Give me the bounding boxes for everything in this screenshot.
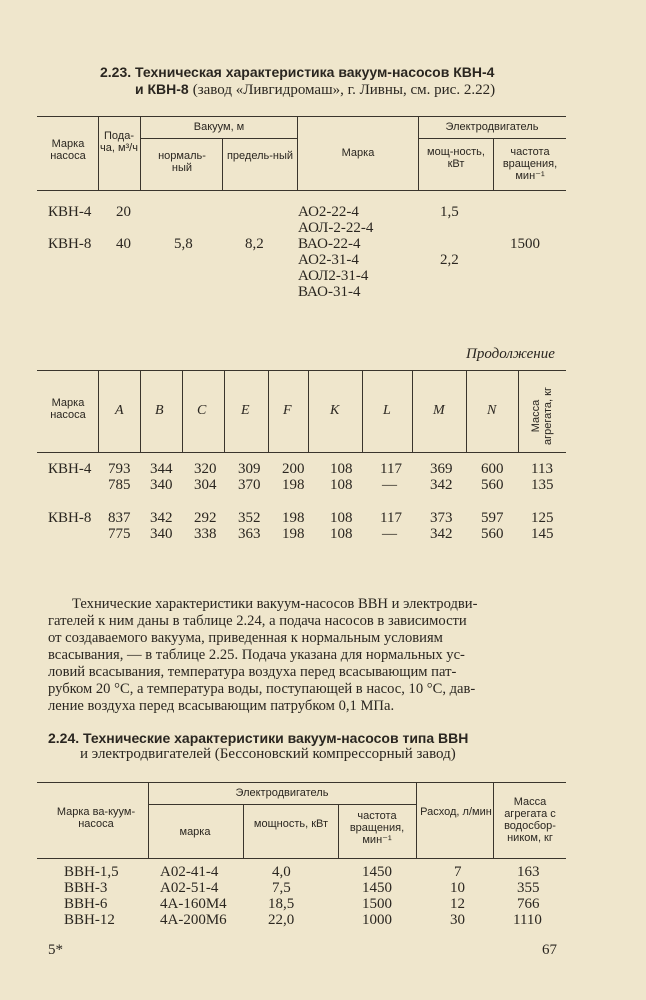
cell: 1450 (362, 864, 392, 880)
table-rule (493, 782, 494, 858)
value-power-2: 2,2 (440, 252, 459, 268)
cont-header-e: E (241, 403, 250, 418)
table-rule (418, 138, 566, 139)
cell: 1110 (513, 912, 542, 928)
value-normal: 5,8 (174, 236, 193, 252)
header-marka: марка (179, 826, 211, 838)
cont-header-l: L (383, 403, 391, 418)
header-normal: нормаль-ный (158, 150, 206, 174)
cell: 198 (282, 526, 305, 542)
cell: 4,0 (272, 864, 291, 880)
table-rule (308, 370, 309, 452)
cell: 117 (380, 510, 402, 526)
cell: 344 (150, 461, 173, 477)
cell: ВВН-1,5 (64, 864, 119, 880)
cell: 600 (481, 461, 504, 477)
cell: 793 (108, 461, 131, 477)
cell: — (382, 477, 397, 493)
cell: 355 (517, 880, 540, 896)
cell: 597 (481, 510, 504, 526)
cont-header-a: A (115, 403, 124, 418)
table-rule (362, 370, 363, 452)
row-kvn8-podacha: 40 (116, 236, 131, 252)
body-paragraph (48, 596, 560, 715)
cell: 135 (531, 477, 554, 493)
page-number: 67 (542, 942, 557, 958)
value-predel: 8,2 (245, 236, 264, 252)
cell: 198 (282, 477, 305, 493)
row-kvn8-name: КВН-8 (48, 236, 92, 252)
paragraph-line: от создаваемого вакуума, приведенная к нормальным условиям (48, 630, 443, 646)
value-rpm: 1500 (510, 236, 540, 252)
motor-item: ВАО-31-4 (298, 284, 361, 300)
cell: КВН-8 (48, 510, 92, 526)
cell: 4А-200М6 (160, 912, 227, 928)
table-rule (140, 370, 141, 452)
header-predel: предель-ный (226, 150, 294, 162)
cell: ВВН-3 (64, 880, 108, 896)
cont-header-f: F (283, 403, 292, 418)
cell: 342 (150, 510, 173, 526)
cell: КВН-4 (48, 461, 92, 477)
cell: 1500 (362, 896, 392, 912)
motor-item: АО2-22-4 (298, 204, 359, 220)
caption-rest-part: (завод «Ливгидромаш», г. Ливны, см. рис. 2.22) (192, 82, 496, 98)
cell: ВВН-6 (64, 896, 108, 912)
cell: 113 (531, 461, 553, 477)
table-2-23-caption-line1: 2.23. Техническая характеристика вакуум-насосов КВН-4 (100, 64, 495, 80)
motor-item: АОЛ2-31-4 (298, 268, 369, 284)
cell: 370 (238, 477, 261, 493)
cell: ВВН-12 (64, 912, 115, 928)
header-marka-vakuum-nasosa: Марка ва-куум-насоса (56, 806, 136, 830)
paragraph-line: гателей к ним даны в таблице 2.24, а подача насосов в зависимости (48, 613, 467, 629)
paragraph-line: всасывания, — в таблице 2.25. Подача указана для нормальных ус- (48, 647, 465, 663)
cell: 338 (194, 526, 217, 542)
cell: 340 (150, 526, 173, 542)
cell: 369 (430, 461, 453, 477)
cell: 560 (481, 477, 504, 493)
table-rule (466, 370, 467, 452)
table-rule (518, 370, 519, 452)
table-rule (418, 116, 419, 190)
table-rule (493, 138, 494, 190)
cell: А02-41-4 (160, 864, 219, 880)
cell: 125 (531, 510, 554, 526)
cell: 30 (450, 912, 465, 928)
table-rule (297, 116, 298, 190)
cell: 7,5 (272, 880, 291, 896)
table-rule (412, 370, 413, 452)
cont-header-k: K (330, 403, 340, 418)
table-rule (37, 116, 566, 117)
header-moshnost: мощ-ность, кВт (427, 146, 485, 170)
cell: 309 (238, 461, 261, 477)
motor-item: ВАО-22-4 (298, 236, 361, 252)
cont-header-marka: Марка насоса (50, 397, 86, 421)
header-chastota: частота вращения, мин⁻¹ (349, 810, 405, 846)
paragraph-line: Технические характеристики вакуум-насосов ВВН и электродви- (72, 596, 478, 612)
cell: 342 (430, 526, 453, 542)
cell: 1450 (362, 880, 392, 896)
motor-item: АО2-31-4 (298, 252, 359, 268)
cell: 560 (481, 526, 504, 542)
cell: А02-51-4 (160, 880, 219, 896)
table-rule (338, 804, 339, 858)
cell: — (382, 526, 397, 542)
cell: 775 (108, 526, 131, 542)
table-rule (243, 804, 244, 858)
cell: 10 (450, 880, 465, 896)
signature-mark: 5* (48, 942, 63, 958)
table-rule (140, 138, 297, 139)
cell: 363 (238, 526, 261, 542)
cont-header-m: M (433, 403, 445, 418)
table-2-23-caption-line2 (135, 81, 495, 99)
cont-header-n: N (487, 403, 497, 418)
table-rule (37, 370, 566, 371)
cell: 340 (150, 477, 173, 493)
header-rashod: Расход, л/мин (420, 806, 492, 818)
cell: 117 (380, 461, 402, 477)
row-kvn4-podacha: 20 (116, 204, 131, 220)
table-2-24-caption-line1: 2.24. Технические характеристики вакуум-насосов типа ВВН (48, 730, 469, 746)
table-2-24-caption-line2: и электродвигателей (Бессоновский компрессорный завод) (80, 746, 456, 762)
continuation-label: Продолжение (466, 346, 555, 362)
cell: 12 (450, 896, 465, 912)
cell: 108 (330, 461, 353, 477)
cell: 22,0 (268, 912, 295, 928)
header-elektrodvigatel: Электродвигатель (235, 787, 329, 799)
header-massa: Масса агрегата с водосбор-ником, кг (504, 796, 556, 844)
motor-item: АОЛ-2-22-4 (298, 220, 374, 236)
cell: 18,5 (268, 896, 295, 912)
cell: 785 (108, 477, 131, 493)
cell: 352 (238, 510, 261, 526)
header-moshnost: мощность, кВт (253, 818, 329, 830)
table-rule (222, 138, 223, 190)
cell: 373 (430, 510, 453, 526)
cell: 4А-160М4 (160, 896, 227, 912)
table-rule (268, 370, 269, 452)
header-podacha: Пода-ча, м³/ч (100, 130, 138, 154)
header-marka-nasosa: Марка насоса (50, 138, 86, 162)
header-chastota: частота вращения, мин⁻¹ (502, 146, 558, 182)
cell: 766 (517, 896, 540, 912)
table-rule (148, 782, 149, 858)
cell: 1000 (362, 912, 392, 928)
cell: 108 (330, 477, 353, 493)
cell: 292 (194, 510, 217, 526)
header-marka: Марка (341, 147, 375, 159)
cell: 108 (330, 526, 353, 542)
paragraph-line: рубком 20 °C, а температура воды, поступающей в насос, 10 °C, дав- (48, 681, 476, 697)
table-rule (182, 370, 183, 452)
header-elektrodvigatel: Электродвигатель (445, 121, 539, 133)
cell: 837 (108, 510, 131, 526)
table-rule (37, 782, 566, 783)
cell: 200 (282, 461, 305, 477)
table-rule (148, 804, 416, 805)
paragraph-line: ление воздуха перед всасывающим патрубком 0,1 МПа. (48, 698, 395, 714)
cont-header-c: C (197, 403, 207, 418)
cell: 7 (454, 864, 462, 880)
value-power-1: 1,5 (440, 204, 459, 220)
table-rule (224, 370, 225, 452)
cell: 163 (517, 864, 540, 880)
cell: 198 (282, 510, 305, 526)
row-kvn4-name: КВН-4 (48, 204, 92, 220)
table-rule (140, 116, 141, 190)
cell: 145 (531, 526, 554, 542)
table-rule (37, 452, 566, 453)
table-rule (416, 782, 417, 858)
cell: 342 (430, 477, 453, 493)
cell: 320 (194, 461, 217, 477)
cont-header-b: B (155, 403, 164, 418)
cell: 304 (194, 477, 217, 493)
table-rule (37, 190, 566, 191)
table-rule (37, 858, 566, 859)
cell: 108 (330, 510, 353, 526)
table-rule (98, 370, 99, 452)
paragraph-line: ловий всасывания, температура воздуха перед всасывающим пат- (48, 664, 457, 680)
header-vakuum: Вакуум, м (193, 121, 245, 133)
cont-header-massa: Масса агрегата, кг (530, 387, 554, 445)
caption-bold-part: и КВН-8 (135, 81, 189, 97)
table-rule (98, 116, 99, 190)
